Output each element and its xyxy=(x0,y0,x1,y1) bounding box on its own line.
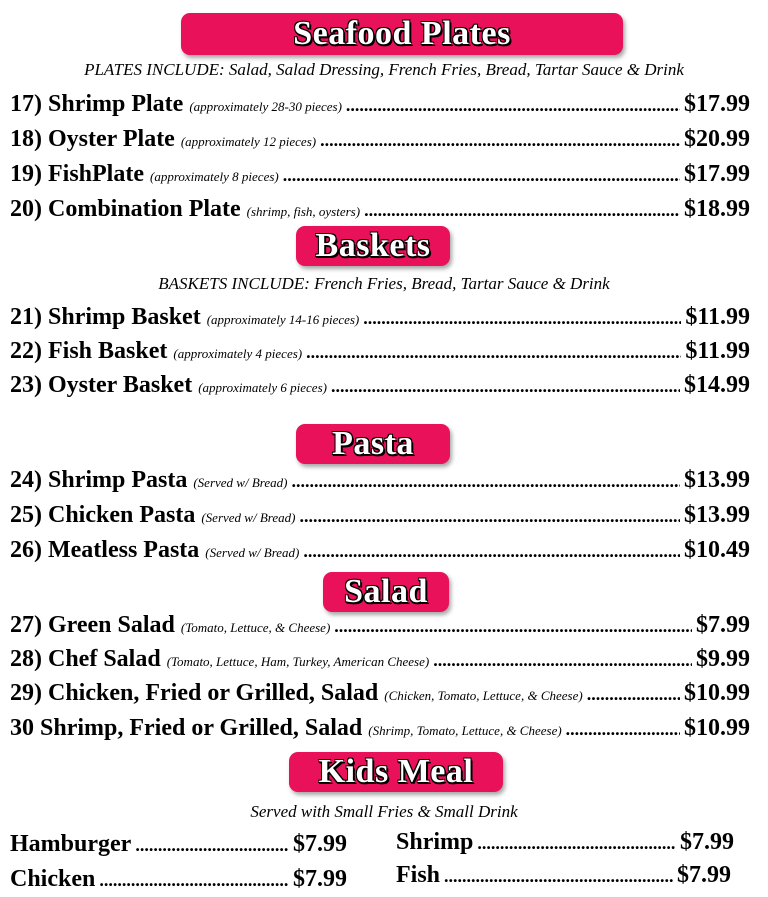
section-title: Seafood Plates xyxy=(293,15,511,52)
menu-item xyxy=(10,372,750,402)
pasta-banner xyxy=(296,424,450,464)
section-title: Salad xyxy=(344,573,428,610)
seafood-plates-banner xyxy=(181,13,623,55)
menu-item xyxy=(10,680,750,710)
kids-item xyxy=(396,862,731,892)
item-name: Shrimp xyxy=(396,829,474,855)
item-price: $7.99 xyxy=(293,831,347,857)
item-description: (Served w/ Bread) xyxy=(201,510,296,525)
dot-leader xyxy=(346,95,680,116)
item-description: (approximately 28-30 pieces) xyxy=(189,99,342,114)
item-name: Chicken xyxy=(10,866,96,892)
item-name: Hamburger xyxy=(10,831,132,857)
dot-leader xyxy=(291,471,680,492)
kids-meal-note: Served with Small Fries & Small Drink xyxy=(250,802,518,821)
item-price: $20.99 xyxy=(684,126,750,152)
item-name: 17) Shrimp Plate xyxy=(10,91,184,117)
baskets-banner xyxy=(296,226,450,266)
item-price: $10.99 xyxy=(684,680,750,706)
item-name: 24) Shrimp Pasta xyxy=(10,467,188,493)
menu-item xyxy=(10,338,750,368)
item-description: (approximately 14-16 pieces) xyxy=(206,312,360,327)
item-description: (Served w/ Bread) xyxy=(205,545,300,560)
item-price: $7.99 xyxy=(293,866,347,892)
menu-item xyxy=(10,646,750,676)
salad-banner xyxy=(323,572,449,612)
item-price: $10.49 xyxy=(684,537,750,563)
dot-leader xyxy=(587,684,680,705)
item-name: Fish xyxy=(396,862,441,888)
item-price: $18.99 xyxy=(684,196,750,222)
dot-leader xyxy=(477,833,676,854)
dot-leader xyxy=(566,719,680,740)
section-title: Kids Meal xyxy=(318,753,474,790)
item-description: (Served w/ Bread) xyxy=(193,475,288,490)
kids-item xyxy=(10,866,347,896)
menu-item xyxy=(10,91,750,121)
item-price: $13.99 xyxy=(684,502,750,528)
item-name: 26) Meatless Pasta xyxy=(10,537,200,563)
dot-leader xyxy=(334,616,692,637)
item-name: 22) Fish Basket xyxy=(10,338,168,364)
menu-item xyxy=(10,502,750,532)
baskets-include-note: BASKETS INCLUDE: French Fries, Bread, Tartar Sauce & Drink xyxy=(158,274,610,293)
item-name: 25) Chicken Pasta xyxy=(10,502,196,528)
item-price: $17.99 xyxy=(684,161,750,187)
dot-leader xyxy=(299,506,680,527)
item-name: 27) Green Salad xyxy=(10,612,175,638)
item-price: $11.99 xyxy=(685,304,750,330)
kids-item xyxy=(396,829,734,859)
item-name: 19) FishPlate xyxy=(10,161,144,187)
item-price: $7.99 xyxy=(677,862,731,888)
item-description: (shrimp, fish, oysters) xyxy=(246,204,361,219)
item-description: (approximately 6 pieces) xyxy=(198,380,327,395)
section-title: Baskets xyxy=(315,227,431,264)
dot-leader xyxy=(283,165,680,186)
item-description: (Chicken, Tomato, Lettuce, & Cheese) xyxy=(384,688,583,703)
item-name: 18) Oyster Plate xyxy=(10,126,175,152)
item-price: $10.99 xyxy=(684,715,750,741)
item-price: $13.99 xyxy=(684,467,750,493)
item-name: 29) Chicken, Fried or Grilled, Salad xyxy=(10,680,379,706)
item-price: $11.99 xyxy=(685,338,750,364)
item-description: (approximately 8 pieces) xyxy=(149,169,279,184)
dot-leader xyxy=(306,342,681,363)
kids-item xyxy=(10,831,347,861)
dot-leader xyxy=(433,650,692,671)
menu-item xyxy=(10,126,750,156)
menu-item xyxy=(10,467,750,497)
dot-leader xyxy=(331,376,680,397)
dot-leader xyxy=(99,870,289,891)
dot-leader xyxy=(363,308,681,329)
menu-item xyxy=(10,537,750,567)
item-description: (Tomato, Lettuce, Ham, Turkey, American Cheese) xyxy=(166,654,430,669)
dot-leader xyxy=(303,541,680,562)
plates-include-note: PLATES INCLUDE: Salad, Salad Dressing, French Fries, Bread, Tartar Sauce & Drink xyxy=(84,60,684,79)
item-name: 20) Combination Plate xyxy=(10,196,241,222)
dot-leader xyxy=(444,866,673,887)
item-price: $17.99 xyxy=(684,91,750,117)
dot-leader xyxy=(320,130,680,151)
item-name: 23) Oyster Basket xyxy=(10,372,193,398)
menu-item xyxy=(10,612,750,642)
item-price: $7.99 xyxy=(680,829,734,855)
item-name: 30 Shrimp, Fried or Grilled, Salad xyxy=(10,715,363,741)
item-price: $14.99 xyxy=(684,372,750,398)
menu-item xyxy=(10,304,750,334)
dot-leader xyxy=(135,835,289,856)
menu-item xyxy=(10,161,750,191)
item-price: $9.99 xyxy=(696,646,750,672)
item-name: 21) Shrimp Basket xyxy=(10,304,201,330)
item-description: (Tomato, Lettuce, & Cheese) xyxy=(180,620,331,635)
menu-item xyxy=(10,715,750,745)
item-description: (approximately 4 pieces) xyxy=(173,346,303,361)
menu-item xyxy=(10,196,750,226)
item-price: $7.99 xyxy=(696,612,750,638)
item-description: (approximately 12 pieces) xyxy=(180,134,317,149)
section-title: Pasta xyxy=(332,425,414,462)
dot-leader xyxy=(364,200,680,221)
kids-meal-banner xyxy=(289,752,503,792)
item-name: 28) Chef Salad xyxy=(10,646,161,672)
item-description: (Shrimp, Tomato, Lettuce, & Cheese) xyxy=(368,723,562,738)
